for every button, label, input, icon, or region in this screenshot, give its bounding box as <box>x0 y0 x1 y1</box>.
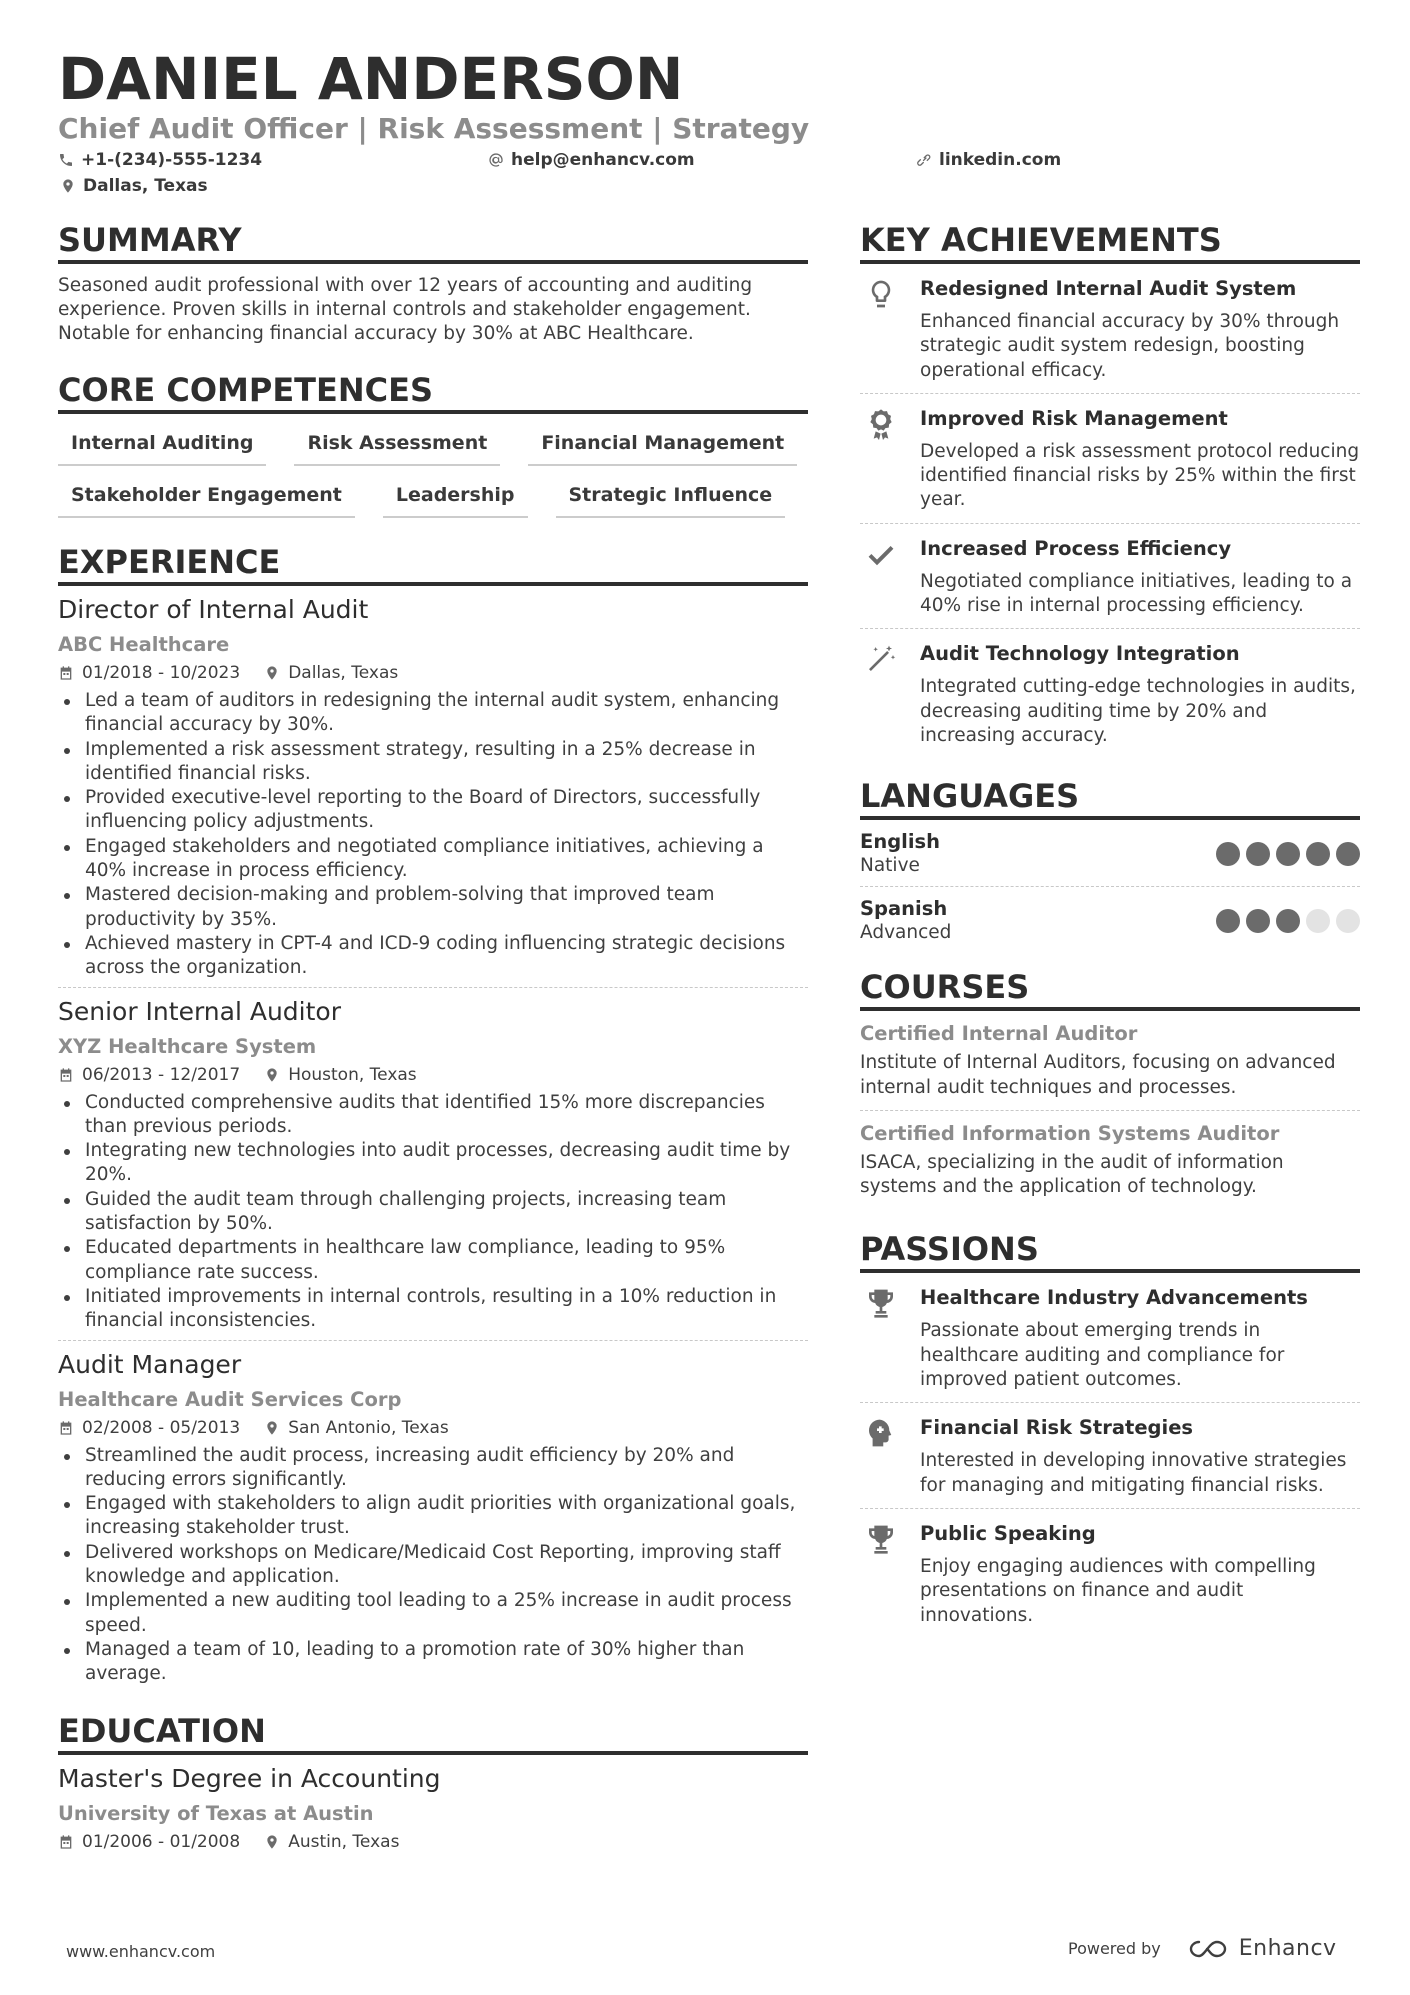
list-item: Provided executive-level reporting to the Board of Directors, successfully influencing policy adjustments. <box>58 786 808 835</box>
passion-title: Financial Risk Strategies <box>920 1416 1194 1440</box>
languages-section <box>860 776 1360 953</box>
location-pin-icon <box>264 665 280 681</box>
education-section <box>58 1711 808 1853</box>
language-level: Native <box>860 855 920 877</box>
rating-dot-filled <box>1276 909 1300 933</box>
linkedin-text: linkedin.com <box>939 150 1062 170</box>
passion-desc: Interested in developing innovative strategies for managing and mitigating financial risks. <box>920 1450 1347 1496</box>
school-name: University of Texas at Austin <box>58 1801 374 1825</box>
languages-heading: LANGUAGES <box>860 776 1360 820</box>
achievement-desc: Integrated cutting-edge technologies in audits, decreasing auditing time by 20% and increasing accuracy. <box>920 676 1356 746</box>
list-item: Streamlined the audit process, increasing audit efficiency by 20% and reducing errors significantly. <box>58 1444 808 1493</box>
candidate-name: DANIEL ANDERSON <box>58 45 684 113</box>
phone-icon <box>58 152 74 168</box>
job-location: San Antonio, Texas <box>288 1417 449 1438</box>
passion-desc: Enjoy engaging audiences with compelling presentations on finance and audit innovations. <box>920 1555 1316 1626</box>
competences-section <box>58 370 808 518</box>
course-title: Certified Information Systems Auditor <box>860 1121 1280 1145</box>
achievement-item <box>860 629 1360 758</box>
job-dates: 02/2008 - 05/2013 <box>82 1417 241 1438</box>
competence-tag: Financial Management <box>528 428 797 466</box>
calendar-icon <box>58 1420 74 1436</box>
list-item: Educated departments in healthcare law compliance, leading to 95% compliance rate success. <box>58 1236 808 1285</box>
passions-heading: PASSIONS <box>860 1229 1360 1273</box>
rating-dot-filled <box>1246 909 1270 933</box>
list-item: Conducted comprehensive audits that identified 15% more discrepancies than previous periods. <box>58 1091 808 1140</box>
course-desc: Institute of Internal Auditors, focusing on advanced internal audit techniques and processes. <box>860 1052 1336 1098</box>
courses-section <box>860 967 1360 1209</box>
passion-item <box>860 1509 1360 1638</box>
trophy-icon <box>865 1523 897 1555</box>
job-entry <box>58 1341 808 1693</box>
list-item: Engaged with stakeholders to align audit priorities with organizational goals, increasing stakeholder trust. <box>58 1492 808 1541</box>
passion-item <box>860 1273 1360 1403</box>
contact-phone <box>58 149 262 171</box>
job-meta <box>58 1417 808 1439</box>
achievements-section <box>860 220 1360 758</box>
language-name: Spanish <box>860 897 948 921</box>
magic-wand-icon <box>865 643 897 675</box>
competences-list <box>58 414 808 518</box>
calendar-icon <box>58 665 74 681</box>
language-item <box>860 820 1360 887</box>
passion-title: Healthcare Industry Advancements <box>920 1286 1308 1310</box>
list-item: Led a team of auditors in redesigning the internal audit system, enhancing financial accuracy by 30%. <box>58 689 808 738</box>
calendar-icon <box>58 1067 74 1083</box>
contact-location <box>60 175 208 197</box>
list-item: Engaged stakeholders and negotiated compliance initiatives, achieving a 40% increase in process efficiency. <box>58 835 808 884</box>
job-bullets <box>58 1444 808 1687</box>
at-icon <box>488 152 504 168</box>
list-item: Initiated improvements in internal controls, resulting in a 10% reduction in financial inconsistencies. <box>58 1285 808 1334</box>
job-location: Houston, Texas <box>288 1064 417 1085</box>
left-column <box>58 220 808 1853</box>
passion-item <box>860 1403 1360 1509</box>
footer-website[interactable]: www.enhancv.com <box>66 1942 216 1961</box>
rating-dot-filled <box>1216 909 1240 933</box>
achievement-desc: Enhanced financial accuracy by 30% through strategic audit system redesign, boosting operational efficacy. <box>920 311 1340 381</box>
passion-desc: Passionate about emerging trends in healthcare auditing and compliance for improved patient outcomes. <box>920 1320 1285 1391</box>
job-title: Audit Manager <box>58 1349 242 1379</box>
job-title: Director of Internal Audit <box>58 595 369 624</box>
job-location: Dallas, Texas <box>288 663 399 683</box>
course-title: Certified Internal Auditor <box>860 1022 1138 1046</box>
job-title: Senior Internal Auditor <box>58 996 341 1026</box>
job-company: ABC Healthcare <box>58 633 230 656</box>
brand-name: Enhancv <box>1238 1936 1337 1961</box>
link-icon <box>916 152 932 168</box>
competence-tag: Strategic Influence <box>556 480 786 518</box>
location-pin-icon <box>264 1420 280 1436</box>
experience-heading: EXPERIENCE <box>58 542 808 586</box>
education-entry <box>58 1755 808 1853</box>
language-level: Advanced <box>860 922 952 944</box>
job-bullets <box>58 1091 808 1334</box>
degree-title: Master's Degree in Accounting <box>58 1763 441 1793</box>
list-item: Managed a team of 10, leading to a promotion rate of 30% higher than average. <box>58 1638 808 1687</box>
job-company: XYZ Healthcare System <box>58 1034 317 1058</box>
summary-heading: SUMMARY <box>58 220 808 264</box>
rating-dot-filled <box>1306 842 1330 866</box>
trophy-icon <box>865 1287 897 1319</box>
job-entry <box>58 586 808 988</box>
achievement-desc: Developed a risk assessment protocol reducing identified financial risks by 25% within the first year. <box>920 440 1360 511</box>
contact-email[interactable] <box>488 149 695 171</box>
achievement-title: Improved Risk Management <box>920 406 1228 430</box>
location-pin-icon <box>264 1067 280 1083</box>
job-entry <box>58 988 808 1341</box>
checkmark-icon <box>865 538 897 570</box>
award-ribbon-icon <box>865 408 897 440</box>
list-item: Implemented a new auditing tool leading to a 25% increase in audit process speed. <box>58 1589 808 1638</box>
list-item: Mastered decision-making and problem-solving that improved team productivity by 35%. <box>58 883 808 932</box>
rating-dot-empty <box>1306 909 1330 933</box>
achievement-title: Redesigned Internal Audit System <box>920 277 1297 300</box>
job-dates: 01/2018 - 10/2023 <box>82 663 241 683</box>
courses-heading: COURSES <box>860 967 1360 1011</box>
competence-tag: Internal Auditing <box>58 428 266 466</box>
contact-linkedin[interactable] <box>916 149 1061 171</box>
summary-section <box>58 220 808 346</box>
candidate-title: Chief Audit Officer | Risk Assessment | Strategy <box>58 112 810 145</box>
lightbulb-icon <box>865 278 897 310</box>
job-dates: 06/2013 - 12/2017 <box>82 1064 241 1085</box>
achievement-title: Increased Process Efficiency <box>920 536 1232 560</box>
list-item: Delivered workshops on Medicare/Medicaid Cost Reporting, improving staff knowledge and application. <box>58 1541 808 1590</box>
language-rating <box>1216 842 1360 866</box>
passions-section <box>860 1229 1360 1637</box>
achievement-item <box>860 524 1360 630</box>
competences-heading: CORE COMPETENCES <box>58 370 808 414</box>
list-item: Implemented a risk assessment strategy, resulting in a 25% decrease in identified financial risks. <box>58 738 808 787</box>
rating-dot-filled <box>1276 842 1300 866</box>
job-bullets <box>58 689 808 981</box>
education-location: Austin, Texas <box>288 1831 400 1852</box>
right-column <box>860 220 1360 1638</box>
language-rating <box>1216 909 1360 933</box>
email-text: help@enhancv.com <box>511 150 695 170</box>
course-desc: ISACA, specializing in the audit of information systems and the application of technology. <box>860 1151 1284 1198</box>
rating-dot-empty <box>1336 909 1360 933</box>
job-company: Healthcare Audit Services Corp <box>58 1387 402 1411</box>
head-brain-icon <box>865 1417 897 1449</box>
list-item: Achieved mastery in CPT-4 and ICD-9 coding influencing strategic decisions across the organization. <box>58 932 808 981</box>
brand-logo[interactable] <box>1187 1936 1337 1961</box>
phone-text: +1-(234)-555-1234 <box>81 150 263 170</box>
competence-tag: Stakeholder Engagement <box>58 480 355 518</box>
location-pin-icon <box>60 178 76 194</box>
rating-dot-filled <box>1216 842 1240 866</box>
education-dates: 01/2006 - 01/2008 <box>82 1831 241 1852</box>
location-text: Dallas, Texas <box>83 176 208 196</box>
achievement-desc: Negotiated compliance initiatives, leading to a 40% rise in internal processing efficiency. <box>920 570 1353 617</box>
job-meta <box>58 1064 808 1086</box>
education-heading: EDUCATION <box>58 1711 808 1755</box>
language-item <box>860 887 1360 953</box>
achievement-item <box>860 394 1360 524</box>
footer-branding <box>1068 1936 1337 1961</box>
list-item: Integrating new technologies into audit processes, decreasing audit time by 20%. <box>58 1139 808 1188</box>
list-item: Guided the audit team through challenging projects, increasing team satisfaction by 50%. <box>58 1188 808 1237</box>
achievement-item <box>860 264 1360 394</box>
course-item <box>860 1111 1360 1210</box>
passion-title: Public Speaking <box>920 1521 1096 1545</box>
achievements-heading: KEY ACHIEVEMENTS <box>860 220 1360 264</box>
enhancv-logo-icon <box>1187 1938 1231 1960</box>
competence-tag: Risk Assessment <box>294 428 500 466</box>
experience-section <box>58 542 808 1693</box>
language-name: English <box>860 830 941 854</box>
achievement-title: Audit Technology Integration <box>920 642 1240 666</box>
powered-by-label: Powered by <box>1068 1939 1161 1958</box>
calendar-icon <box>58 1834 74 1850</box>
education-meta <box>58 1831 808 1853</box>
rating-dot-filled <box>1336 842 1360 866</box>
rating-dot-filled <box>1246 842 1270 866</box>
location-pin-icon <box>264 1834 280 1850</box>
competence-tag: Leadership <box>383 480 528 518</box>
job-meta <box>58 662 808 684</box>
summary-text: Seasoned audit professional with over 12 years of accounting and auditing experience. Proven skills in internal controls and stakeholder engagement. Notable for enhancing financial accuracy by 30% at ABC Healthcare. <box>58 275 753 344</box>
course-item <box>860 1011 1360 1111</box>
